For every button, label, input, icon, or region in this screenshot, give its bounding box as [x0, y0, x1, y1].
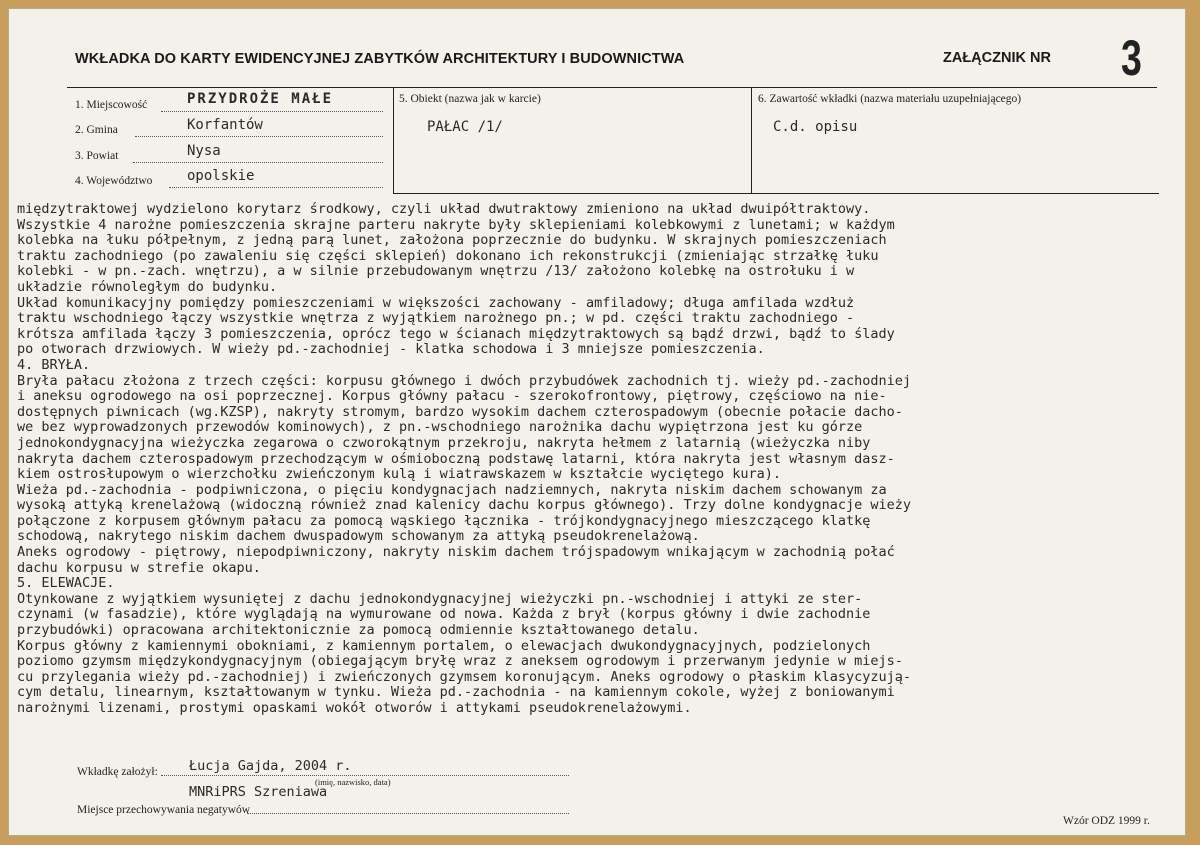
wojewodztwo-underline — [169, 187, 383, 188]
storage-value: MNRiPRS Szreniawa — [189, 784, 328, 800]
body-line: poziomo gzymsm międzykondygnacyjnym (obiegającym bryłę wraz z aneksem ogrodowym i przerwanym jedynie w miejs- — [17, 654, 903, 670]
body-line: 4. BRYŁA. — [17, 357, 91, 373]
body-line: dostępnych piwnicach (wg.KZSP), nakryty stromym, bardzo wysokim dachem czterospadowym (obecnie połacie dacho- — [17, 404, 903, 420]
body-line: cu przylegania wieży pd.-zachodniej) i zwieńczonych gzymsem koronującym. Aneks ogrodowy o płaskim klasycyzują- — [17, 669, 912, 685]
header-rule — [67, 87, 1157, 88]
powiat-underline — [133, 162, 383, 163]
body-line: traktu zachodniego (po zawaleniu się części sklepień) dokonano ich rekonstrukcji (zmieniając strzałkę łuku — [17, 248, 879, 264]
fields-bottom-rule — [394, 193, 1159, 194]
body-line: Aneks ogrodowy - piętrowy, niepodpiwniczony, nakryty niskim dachem trójspadowym wnikającym w zachodnią połać — [17, 545, 895, 561]
wojewodztwo-label: 4. Województwo — [75, 175, 153, 187]
description-body — [17, 202, 1169, 717]
zawartosc-label: 6. Zawartość wkładki (nazwa materiału uzupełniającego) — [758, 93, 1022, 105]
gmina-value: Korfantów — [187, 117, 263, 133]
body-line: i aneksu ogrodowego na osi poprzecznej. Korpus główny pałacu - szerokofrontowy, piętrowy, częściowo na nie- — [17, 389, 887, 405]
gmina-label: 2. Gmina — [75, 124, 118, 136]
body-line: we bez wyprowadzonych przewodów kominowych), z pn.-wschodniego narożnika dachu wypiętrzona jest ku górze — [17, 420, 863, 436]
powiat-label: 3. Powiat — [75, 150, 119, 162]
body-line: 5. ELEWACJE. — [17, 576, 115, 592]
author-hint: (imię, nazwisko, data) — [315, 777, 391, 787]
document-title: WKŁADKA DO KARTY EWIDENCYJNEJ ZABYTKÓW ARCHITEKTURY I BUDOWNICTWA — [75, 51, 685, 67]
body-line: traktu wschodniego łączy wszystkie wnętrza z wyjątkiem narożnego pn.; w pd. części traktu zachodniego - — [17, 311, 855, 327]
body-line: dachu korpusu w strefie okapu. — [17, 560, 261, 576]
body-line: Otynkowane z wyjątkiem wysuniętej z dachu jednokondygnacyjnej wieżyczki pn.-wschodniej i attyki ze ster- — [17, 591, 863, 607]
author-label: Wkładkę założył: — [77, 766, 158, 778]
zawartosc-value: C.d. opisu — [773, 119, 858, 135]
gmina-underline — [135, 136, 383, 137]
powiat-value: Nysa — [187, 143, 221, 159]
body-line: przybudówki) opracowana architektonicznie za pomocą odmiennie kształtowanego detalu. — [17, 623, 700, 639]
wojewodztwo-value: opolskie — [187, 168, 255, 184]
author-value: Łucja Gajda, 2004 r. — [189, 758, 352, 774]
body-line: schodową, nakrytego niskim dachem dwuspadowym schowanym za attyką pseudokrenelażową. — [17, 529, 700, 545]
body-line: jednokondygnacyjna wieżyczka zegarowa o czworokątnym przekroju, nakryta hełmem z latarnią (wieżyczka niby — [17, 435, 871, 451]
body-line: narożnymi lizenami, prostymi opaskami wokół otworów i attykami pseudokrenelażowymi. — [17, 701, 692, 716]
body-line: kolebki - w pn.-zach. wnętrzu), a w silnie przebudowanym wnętrzu /13/ założono kolebkę na ostrołuku i w — [17, 264, 855, 280]
body-line: układzie równoległym do budynku. — [17, 279, 278, 295]
body-line: Układ komunikacyjny pomiędzy pomieszczeniami w większości zachowany - amfiladowy; długa amfilada wzdłuż — [17, 295, 855, 311]
storage-label: Miejsce przechowywania negatywów — [77, 804, 251, 816]
miejscowosc-label: 1. Miejscowość — [75, 99, 148, 111]
body-line: międzytraktowej wydzielono korytarz środkowy, czyli układ dwutraktowy zmieniono na układ dwuipółtraktowy. — [17, 202, 871, 217]
body-line: po otworach drzwiowych. W wieży pd.-zachodniej - klatka schodowa i 3 mniejsze pomieszczenia. — [17, 342, 765, 358]
body-line: kolebka na łuku półpełnym, z jedną parą lunet, założona poprzecznie do budynku. W skrajnych pomieszczeniach — [17, 233, 887, 249]
record-card — [8, 8, 1186, 836]
body-line: Wieża pd.-zachodnia - podpiwniczona, o pięciu kondygnacjach nadziemnych, nakryta niskim dachem schowanym za — [17, 482, 887, 498]
miejscowosc-underline — [161, 111, 383, 112]
body-line: Korpus główny z kamiennymi obokniami, z kamiennym portalem, o elewacjach dwukondygnacyjnych, podzielonych — [17, 638, 871, 654]
field-divider-right — [751, 88, 752, 194]
body-line: nakryta dachem czterospadowym przechodzącym w ośmioboczną podstawę latarni, która nakryta jest własnym dasz- — [17, 451, 895, 467]
author-underline — [161, 775, 569, 776]
form-code: Wzór ODZ 1999 r. — [1063, 815, 1150, 827]
body-line: cym detalu, linearnym, kształtowanym w tynku. Wieża pd.-zachodnia - na kamiennym cokole, wyżej z boniowanymi — [17, 685, 895, 701]
body-line: kiem ostrosłupowym o wierzchołku zwieńczonym kulą i wiatrawskazem w kształcie wyciętego kura). — [17, 467, 782, 483]
storage-underline — [247, 813, 569, 814]
obiekt-label: 5. Obiekt (nazwa jak w karcie) — [399, 93, 541, 105]
body-line: Wszystkie 4 narożne pomieszczenia skrajne parteru nakryte były sklepieniami kolebkowymi z lunetami; w każdym — [17, 217, 895, 233]
body-line: czynami (w fasadzie), które wyglądają na wymurowane od nowa. Każda z brył (korpus główny i dwie zachodnie — [17, 607, 871, 623]
body-line: połączone z korpusem głównym pałacu za pomocą wąskiego łącznika - trójkondygnacyjnego mieszczącego klatkę — [17, 513, 871, 529]
body-line: wysoką attyką krenelażową (widoczną również znad kalenicy dachu korpus głównego). Trzy dolne kondygnacje wieży — [17, 498, 912, 514]
obiekt-value: PAŁAC /1/ — [427, 119, 503, 135]
miejscowosc-value: PRZYDROŻE MAŁE — [187, 91, 334, 107]
field-divider-left — [393, 88, 394, 194]
annex-label: ZAŁĄCZNIK NR — [943, 50, 1051, 66]
annex-number: 3 — [1121, 30, 1142, 86]
body-line: Bryła pałacu złożona z trzech części: korpusu głównego i dwóch przybudówek zachodnich tj. wieży pd.-zachodniej — [17, 373, 912, 389]
body-line: krótsza amfilada łączy 3 pomieszczenia, oprócz tego w ścianach międzytraktowych są bądź drzwi, bądź to ślady — [17, 326, 895, 342]
